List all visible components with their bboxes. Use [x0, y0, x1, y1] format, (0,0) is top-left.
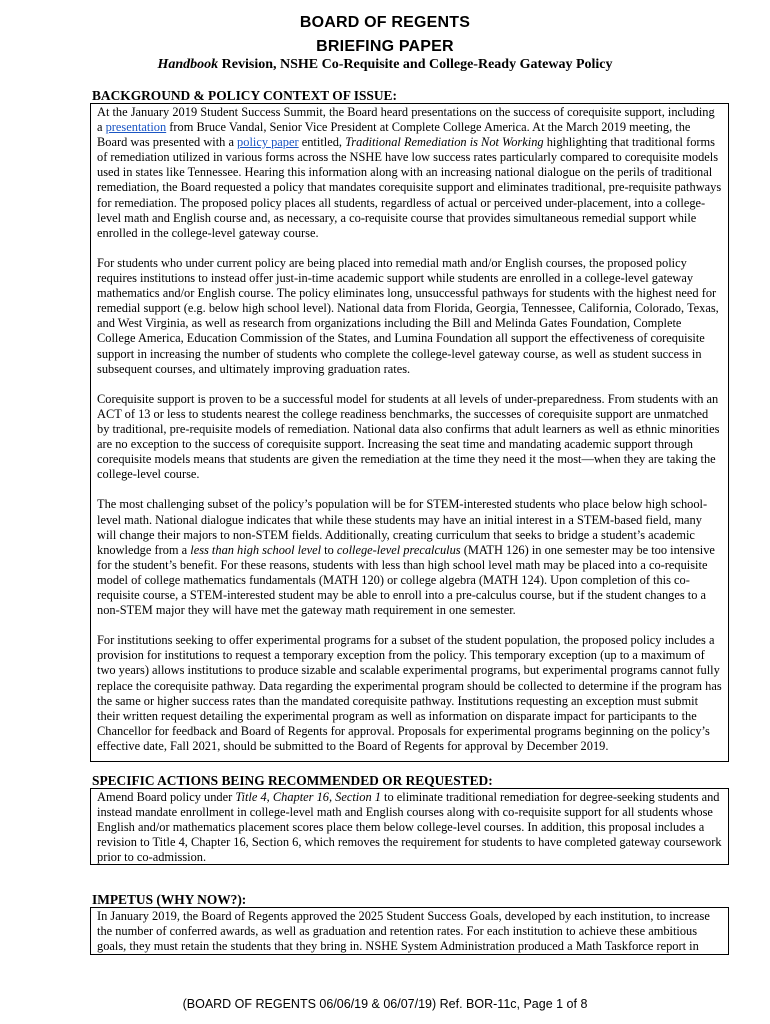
- text-span: to: [321, 542, 337, 557]
- background-paragraph-2: For students who under current policy are being placed into remedial math and/or English courses, the proposed policy requires institutions to instead offer just-in-time academic support while students are enrolled in a college-level gateway mathematics and/or English course. The policy eliminates long, unsuccessful pathways for students with the highest need for remedial support (e.g. below high school level). National data from Florida, Georgia, Tennessee, California, Colorado, Texas, and West Virginia, as well as research from organizations including the Bill and Melinda Gates Foundation, Complete College America, Education Commission of the States, and Lumina Foundation all support the effectiveness of corequisite support in increasing the number of students who complete the college-level gateway course, as well as student success in subsequent courses, and ultimately improving graduation rates.: [97, 255, 719, 376]
- text-span: At the January 2019 Student Success Summit, the Board heard presentations on the success of corequisite support, including a: [97, 105, 715, 135]
- policy-paper-link[interactable]: policy paper: [237, 135, 299, 150]
- presentation-link[interactable]: presentation: [105, 120, 167, 135]
- text-span: highlighting that traditional forms of remediation utilized in various forms across the NSHE have low success rates particularly compared to corequisite models used in states like Tennessee. Hearing this information along with an increasing national dialogue on the perils of traditional remediation, the Board requested a policy that mandates corequisite support and eliminates traditional, pre-requisite pathways for remediation. The proposed policy places all students, regardless of actual or perceived under-placement, into a college-level math and English course and, as necessary, a co-requisite course that provides simultaneous remedial support while enrolled in the college-level gateway course.: [97, 135, 722, 240]
- background-paragraph-5: For institutions seeking to offer experimental programs for a subset of the student population, the proposed policy includes a provision for institutions to request a temporary exception from the policy. This temporary exception (up to a maximum of two years) allows institutions to produce sizable and scalable experimental programs, but experimental programs cannot fully replace the corequisite pathway. Data regarding the experimental program should be collected to determine if the program has the same or higher success rates than the mandated corequisite pathway. Institutions requesting an exception must submit their written request detailing the experimental program as well as information on disparate impact for participants to the Chancellor for feedback and Board of Regents for approval. Proposals for experimental programs beginning on the policy’s effective date, Fall 2021, should be submitted to the Board of Regents for approval by December 2019.: [97, 633, 722, 753]
- italic-span: college-level precalculus: [336, 542, 461, 557]
- paper-title: Traditional Remediation is Not Working: [345, 135, 544, 150]
- background-box: [90, 103, 729, 762]
- topic-italic: Handbook: [157, 57, 219, 72]
- text-span: to eliminate traditional remediation for degree-seeking students and instead mandate enrollment in college-level math and English courses along with co-requisite support for all students whose English and/or mathematics placement scores place them below college-level courses. In addition, this proposal includes a revision to Title 4, Chapter 16, Section 6, which removes the requirement for students to have completed gateway coursework prior to co-admission.: [97, 790, 722, 865]
- page-footer: (BOARD OF REGENTS 06/06/19 & 06/07/19) Ref. BOR-11c, Page 1 of 8: [182, 997, 588, 1011]
- text-span: Amend Board policy under: [97, 790, 236, 804]
- background-heading: BACKGROUND & POLICY CONTEXT OF ISSUE:: [92, 88, 397, 103]
- impetus-heading: IMPETUS (WHY NOW?):: [92, 892, 247, 907]
- actions-heading: SPECIFIC ACTIONS BEING RECOMMENDED OR REQUESTED:: [92, 773, 493, 788]
- policy-reference: Title 4, Chapter 16, Section 1: [235, 790, 381, 804]
- impetus-paragraph: In January 2019, the Board of Regents approved the 2025 Student Success Goals, developed by each institution, to increase the number of conferred awards, as well as graduation and retention rates. For each institution to achieve these ambitious goals, they must retain the students that they bring in. NSHE System Administration produced a Math Taskforce report in: [97, 909, 710, 954]
- actions-box: [90, 788, 729, 865]
- document-title: BOARD OF REGENTS: [299, 14, 471, 31]
- text-span: (MATH 126) in one semester may be too intensive for the student’s benefit. For these reasons, students with less than high school level math may be placed into a co-requisite model of college mathematics fundamentals (MATH 120) or college algebra (MATH 124). Upon completion of this co-requisite course, a STEM-interested student may be able to enroll into a pre-calculus course, but if the student changes to a non-STEM major they will have met the gateway math requirement in one semester.: [97, 542, 715, 618]
- impetus-box: [90, 907, 729, 955]
- italic-span: less than high school level: [190, 542, 322, 557]
- text-span: from Bruce Vandal, Senior Vice President at Complete College America. At the March 2019 meeting, the Board was presented with a: [97, 120, 691, 150]
- text-span: entitled,: [298, 135, 346, 150]
- document-topic: [0, 57, 770, 73]
- actions-paragraph: [97, 790, 722, 865]
- document-subtitle-heading: BRIEFING PAPER: [316, 38, 454, 55]
- topic-text: Revision, NSHE Co-Requisite and College-Ready Gateway Policy: [218, 57, 613, 72]
- background-paragraph-1: [97, 105, 722, 241]
- text-span: The most challenging subset of the policy’s population will be for STEM-interested students who place below high school-level math. National dialogue indicates that while these students may have an initial interest in a STEM-based field, many will change their majors to non-STEM fields. Additionally, creating curriculum that seeks to bridge a student’s academic knowledge from a: [97, 497, 708, 557]
- background-paragraph-3: Corequisite support is proven to be a successful model for students at all levels of under-preparedness. From students with an ACT of 13 or less to students nearest the college readiness benchmarks, the successes of corequisite support are unmatched by traditional, pre-requisite models of remediation. National data also confirms that adult learners as well as ethnic minorities are no exception to the success of corequisite support. Increasing the seat time and mandating academic support through corequisite models means that students are given the remediation at the time they need it the most—when they are taking the college-level course.: [97, 391, 720, 482]
- background-paragraph-4: [97, 497, 722, 618]
